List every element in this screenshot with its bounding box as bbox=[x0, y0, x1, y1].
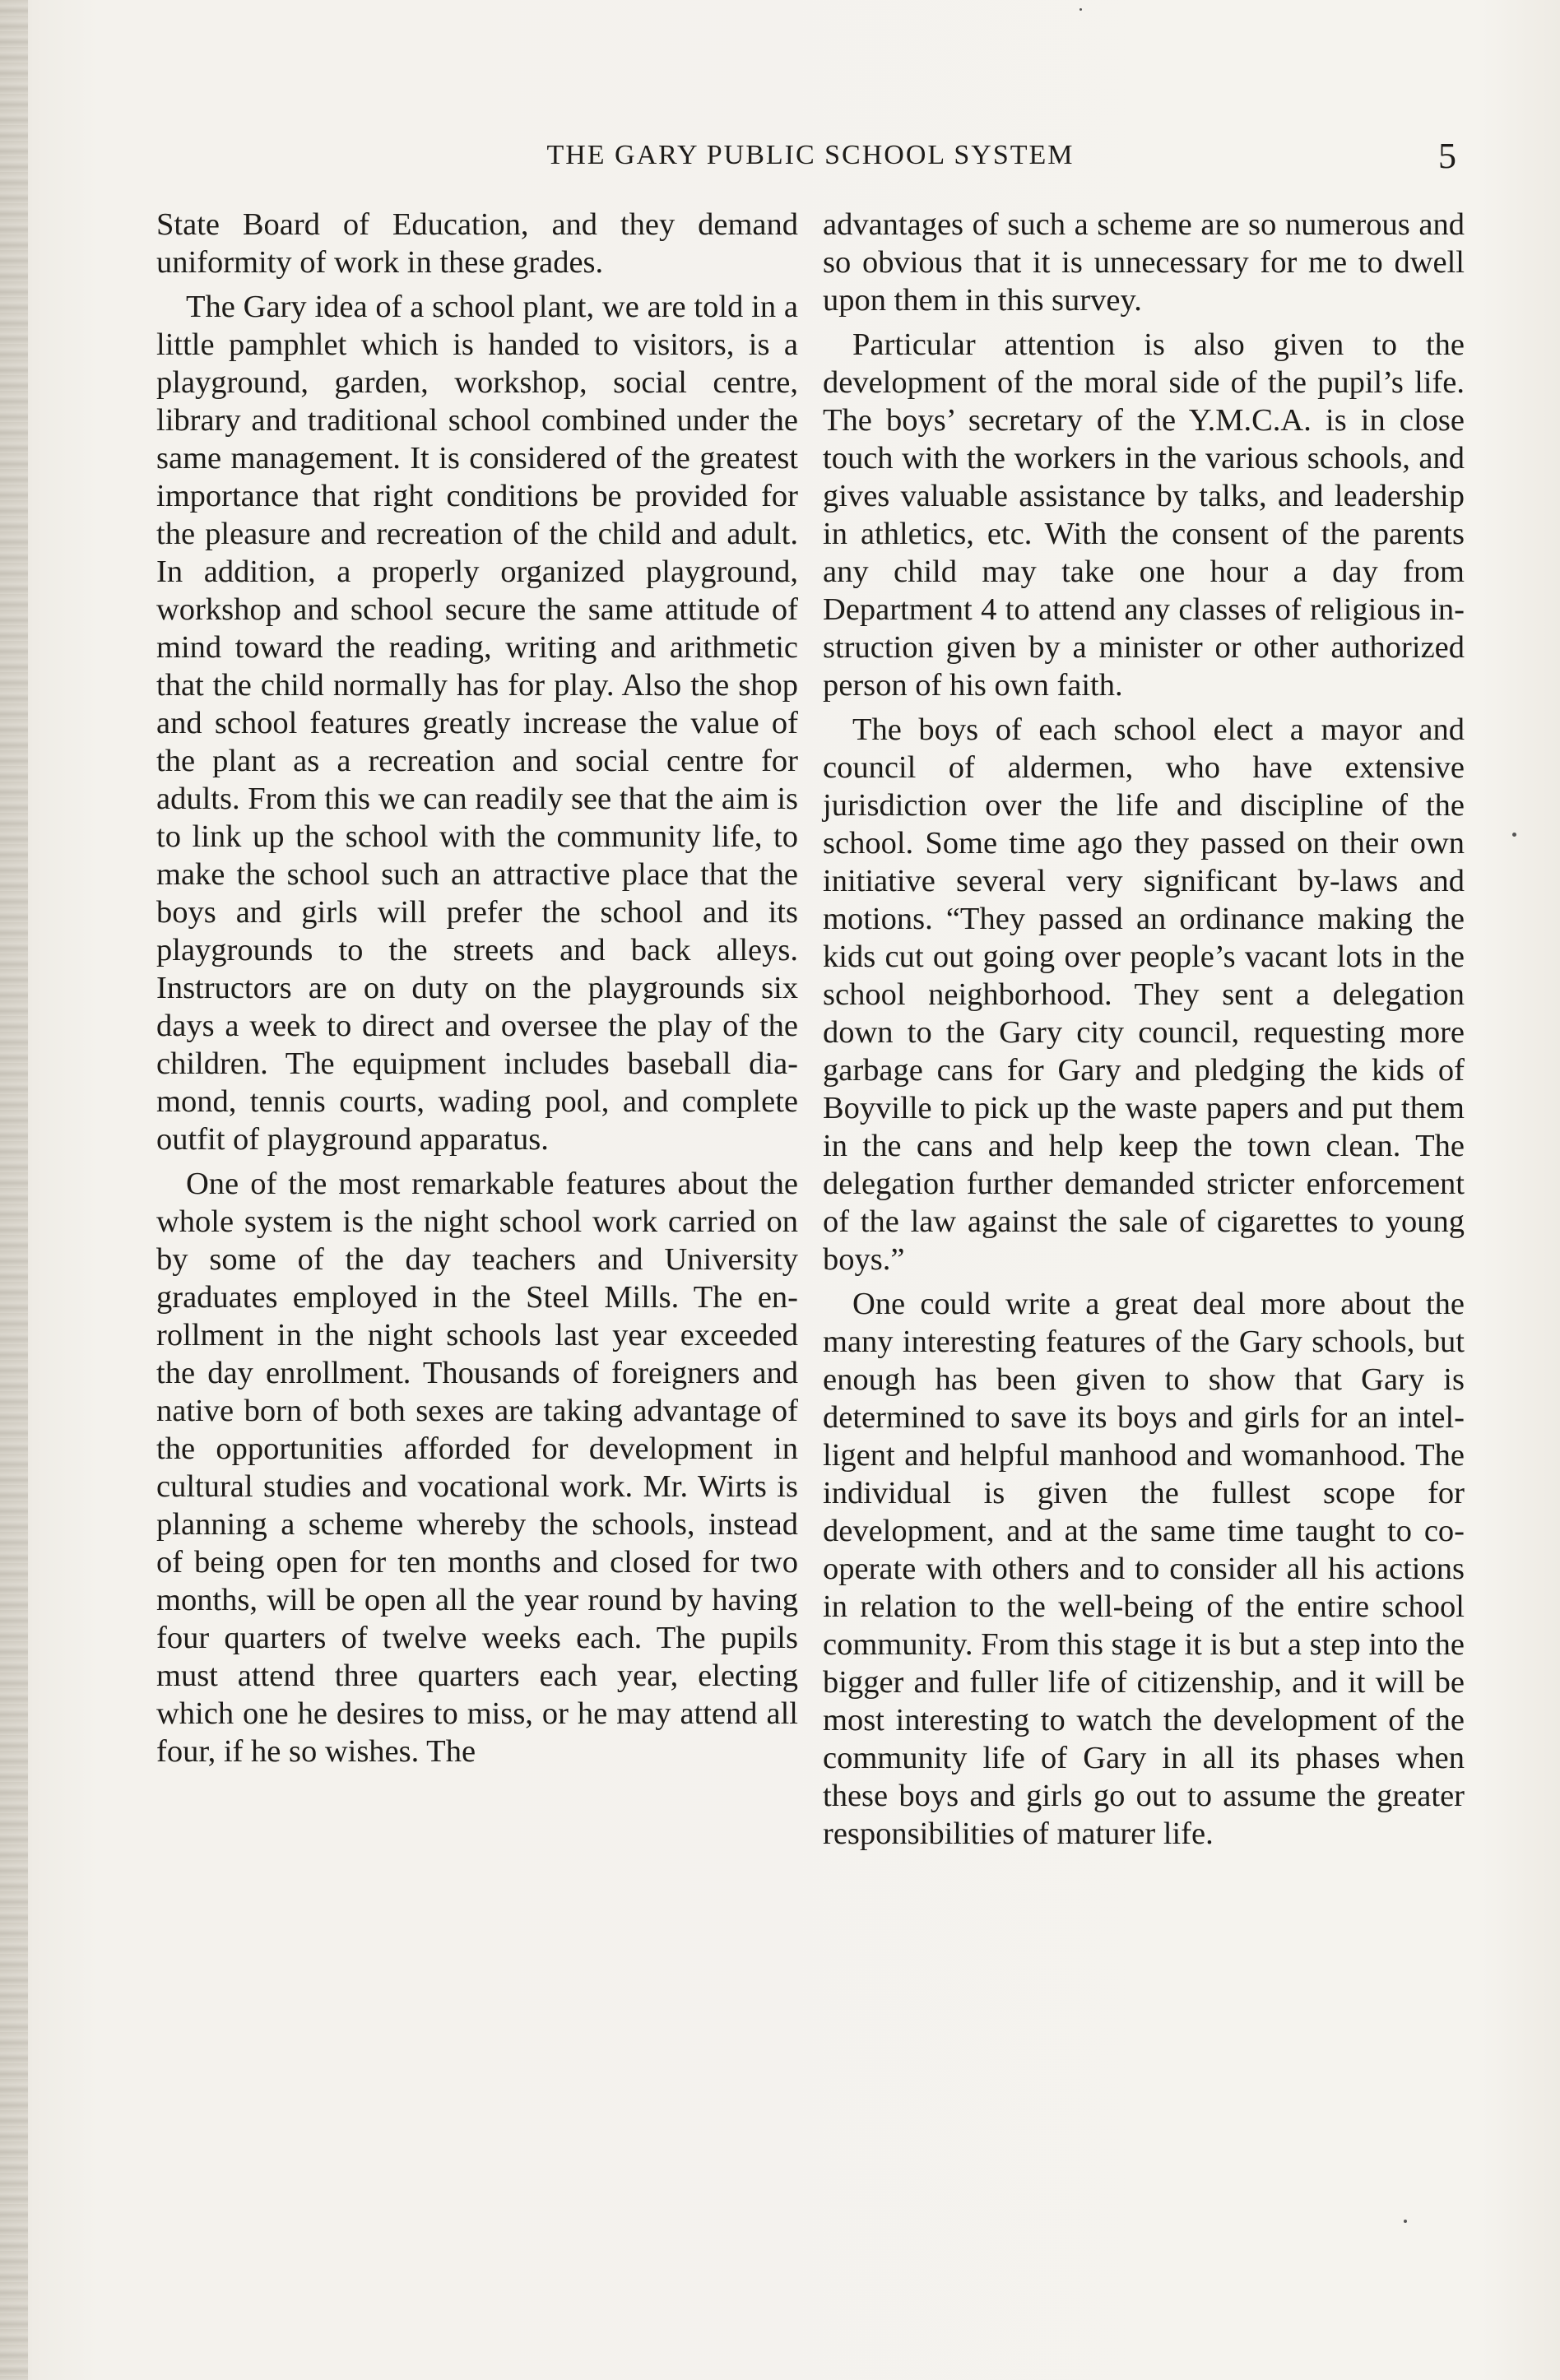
right-paragraph-2: Particular attention is also given to the development of the moral side of the pupil’s life. The boys’ secretary of the Y.M.C.A. is in close touch with the workers in the various schools, and gives valuable assistance by talks, and leadership in athletics, etc. With the consent of the parents any child may take one hour a day from Department 4 to attend any classes of religious instruction given by a minister or other authorized person of his own faith. bbox=[823, 327, 1465, 703]
right-paragraph-3: The boys of each school elect a mayor and council of aldermen, who have extensive jurisdiction over the life and discipline of the school. Some time ago they passed on their own initiative several very significant by-laws and motions. “They passed an ordinance making the kids cut out going over people’s vacant lots in the school neighborhood. They sent a delegation down to the Gary city council, requesting more garbage cans for Gary and pledging the kids of Boyville to pick up the waste papers and put them in the cans and help keep the town clean. The delegation further demanded stricter enforcement of the law against the sale of cigarettes to young boys.” bbox=[823, 712, 1465, 1277]
scan-speck bbox=[1404, 2220, 1407, 2223]
scan-speck bbox=[1512, 833, 1516, 837]
left-paragraph-2: The Gary idea of a school plant, we are told in a little pamphlet which is handed to visitors, is a playground, garden, workshop, social centre, library and traditional school combined under the same management. It is considered of the greatest importance that right conditions be provided for the pleasure and recreation of the child and adult. In addition, a properly organized playground, workshop and school secure the same attitude of mind toward the reading, writing and arithmetic that the child normally has for play. Also the shop and school features greatly increase the value of the plant as a recreation and social centre for adults. From this we can readily see that the aim is to link up the school with the community life, to make the school such an attractive place that the boys and girls will prefer the school and its playgrounds to the streets and back alleys. Instructors are on duty on the playgrounds six days a week to direct and oversee the play of the children. The equipment includes baseball diamond, tennis courts, wading pool, and complete outfit of playground apparatus. bbox=[156, 290, 798, 1157]
right-paragraph-1: advantages of such a scheme are so numerous and so obvious that it is unnecessary for me to dwell upon them in this survey. bbox=[823, 207, 1465, 318]
left-column bbox=[156, 206, 798, 1777]
page-header bbox=[165, 136, 1456, 189]
right-column bbox=[823, 206, 1465, 1859]
page-binding-edge bbox=[0, 0, 28, 2380]
scan-speck bbox=[1079, 8, 1082, 11]
running-head: THE GARY PUBLIC SCHOOL SYSTEM bbox=[546, 140, 1075, 170]
page-number: 5 bbox=[1438, 136, 1456, 176]
left-paragraph-3: One of the most remarkable features about the whole system is the night school work carried on by some of the day teachers and University graduates employed in the Steel Mills. The enrollment in the night schools last year exceeded the day enrollment. Thousands of foreigners and native born of both sexes are taking advantage of the opportunities afforded for development in cultural studies and vocational work. Mr. Wirts is planning a scheme whereby the schools, instead of being open for ten months and closed for two months, will be open all the year round by having four quarters of twelve weeks each. The pupils must attend three quarters each year, electing which one he desires to miss, or he may attend all four, if he so wishes. The bbox=[156, 1167, 798, 1769]
left-paragraph-1: State Board of Education, and they demand uniformity of work in these grades. bbox=[156, 207, 798, 280]
right-paragraph-4: One could write a great deal more about the many interesting features of the Gary schools, but enough has been given to show that Gary is determined to save its boys and girls for an intelligent and helpful manhood and womanhood. The individual is given the fullest scope for development, and at the same time taught to co-operate with others and to consider all his actions in relation to the well-being of the entire school community. From this stage it is but a step into the bigger and fuller life of citizenship, and it will be most interesting to watch the development of the community life of Gary in all its phases when these boys and girls go out to assume the greater responsibilities of maturer life. bbox=[823, 1287, 1465, 1851]
